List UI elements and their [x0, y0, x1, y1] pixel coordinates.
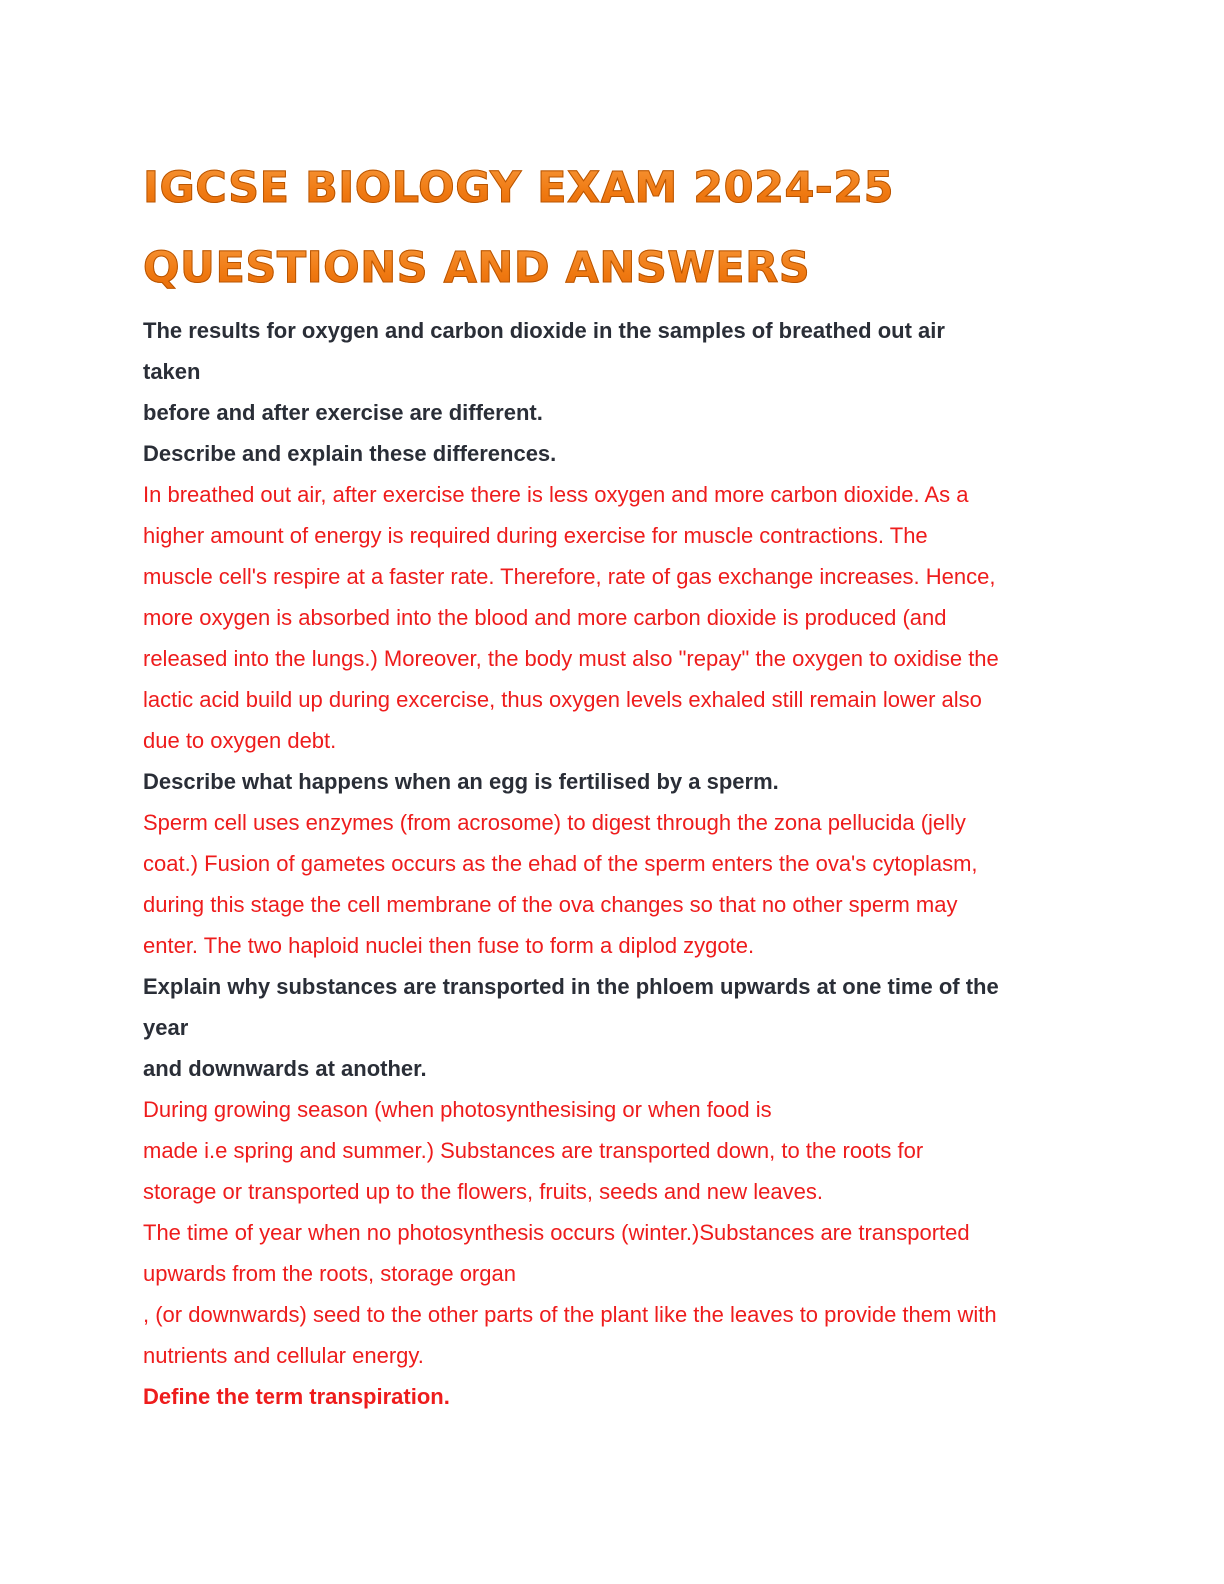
question-line: Describe what happens when an egg is fertilised by a sperm.	[143, 769, 779, 794]
answer-line: , (or downwards) seed to the other parts of the plant like the leaves to provide them with	[143, 1302, 997, 1327]
question-line: taken	[143, 359, 201, 384]
answer-line: coat.) Fusion of gametes occurs as the ehad of the sperm enters the ova's cytoplasm,	[143, 851, 978, 876]
answer-line: nutrients and cellular energy.	[143, 1343, 424, 1368]
answer-line: storage or transported up to the flowers, fruits, seeds and new leaves.	[143, 1179, 823, 1204]
question-line: Describe and explain these differences.	[143, 441, 557, 466]
answer-line: muscle cell's respire at a faster rate. Therefore, rate of gas exchange increases. Hence,	[143, 564, 996, 589]
answer-line: Sperm cell uses enzymes (from acrosome) to digest through the zona pellucida (jelly	[143, 810, 966, 835]
answer-line: released into the lungs.) Moreover, the body must also "repay" the oxygen to oxidise the	[143, 646, 999, 671]
document-title-line-1: IGCSE BIOLOGY EXAM 2024-25	[143, 148, 1078, 228]
answer-line: higher amount of energy is required during exercise for muscle contractions. The	[143, 523, 928, 548]
document-body	[143, 310, 1078, 1417]
answer-line: The time of year when no photosynthesis occurs (winter.)Substances are transported	[143, 1220, 970, 1245]
answer-line: During growing season (when photosynthesising or when food is	[143, 1097, 772, 1122]
question-line: before and after exercise are different.	[143, 400, 543, 425]
answer-line: more oxygen is absorbed into the blood and more carbon dioxide is produced (and	[143, 605, 947, 630]
question-line-highlighted: Define the term transpiration.	[143, 1384, 450, 1409]
document-page	[143, 148, 1078, 1417]
answer-line: due to oxygen debt.	[143, 728, 337, 753]
answer-line: enter. The two haploid nuclei then fuse to form a diplod zygote.	[143, 933, 755, 958]
question-line: The results for oxygen and carbon dioxide in the samples of breathed out air	[143, 318, 945, 343]
answer-line: made i.e spring and summer.) Substances are transported down, to the roots for	[143, 1138, 924, 1163]
answer-line: upwards from the roots, storage organ	[143, 1261, 516, 1286]
document-title-line-2: QUESTIONS AND ANSWERS	[143, 228, 1078, 308]
answer-line: during this stage the cell membrane of the ova changes so that no other sperm may	[143, 892, 958, 917]
question-line: year	[143, 1015, 189, 1040]
question-line: and downwards at another.	[143, 1056, 427, 1081]
answer-line: In breathed out air, after exercise there is less oxygen and more carbon dioxide. As a	[143, 482, 969, 507]
question-line: Explain why substances are transported in the phloem upwards at one time of the	[143, 974, 999, 999]
answer-line: lactic acid build up during excercise, thus oxygen levels exhaled still remain lower also	[143, 687, 982, 712]
